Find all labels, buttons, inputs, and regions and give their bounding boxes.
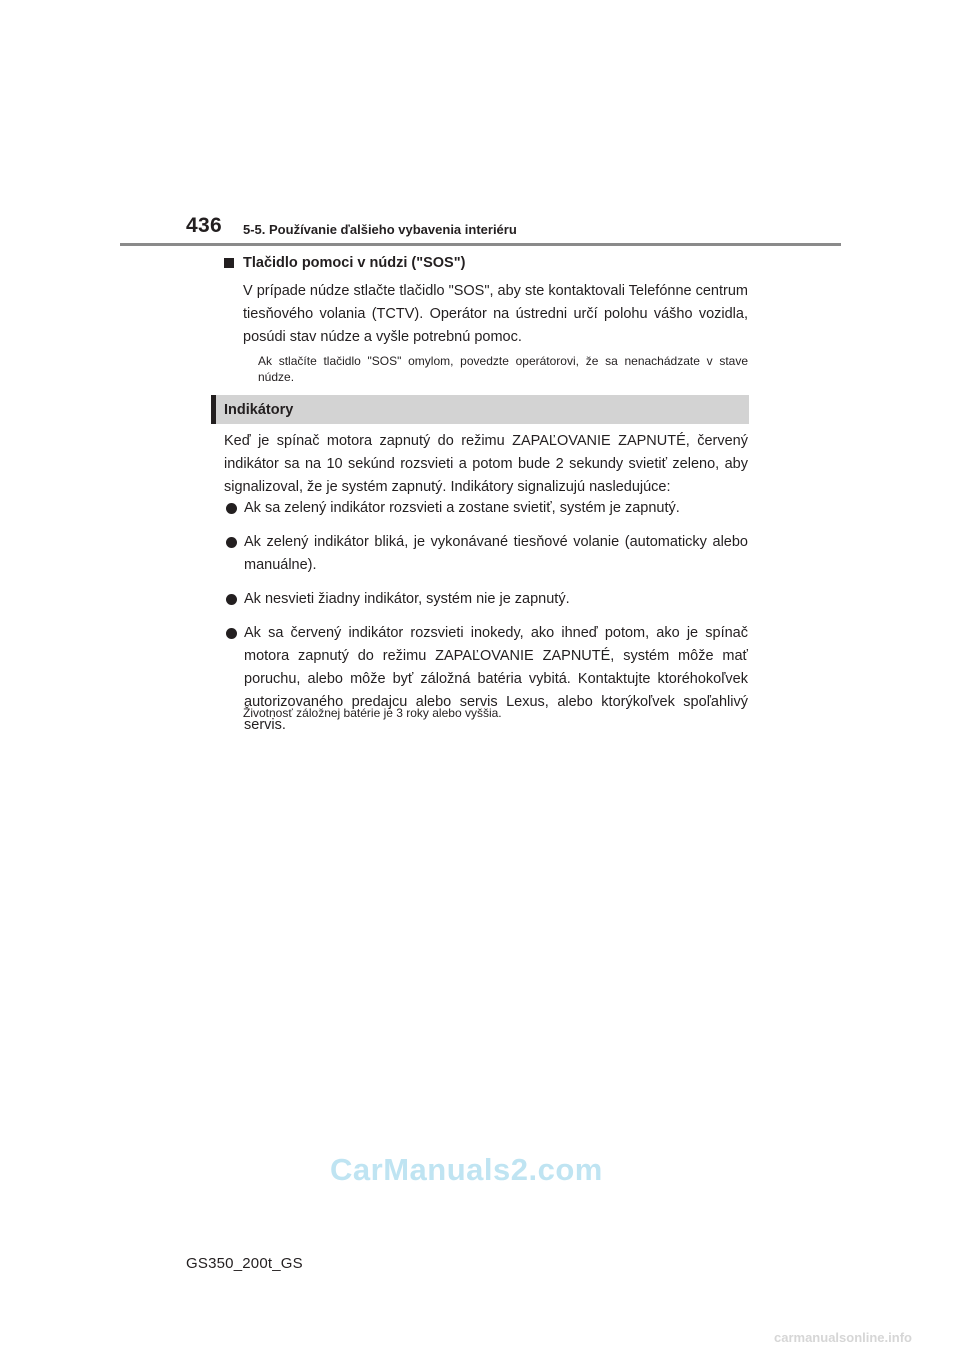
- bullet-text: Ak sa zelený indikátor rozsvieti a zostane svietiť, systém je zapnutý.: [244, 500, 680, 516]
- sos-paragraph: V prípade núdze stlačte tlačidlo "SOS", aby ste kontaktovali Telefónne centrum tiesňového volania (TCTV). Operátor na ústredni určí polohu vášho vozidla, posúdi stav núdze a vyšle potrebnú pomoc.: [243, 283, 748, 345]
- list-item: [226, 497, 748, 520]
- header-rule: [120, 243, 841, 246]
- footer-model: GS350_200t_GS: [186, 1255, 303, 1272]
- page-number: 436: [186, 214, 222, 237]
- bullet-dot-icon: [226, 503, 237, 514]
- watermark-logo: CarManuals2.com: [330, 1152, 603, 1187]
- list-item: [226, 588, 748, 611]
- section-bar-accent: [211, 395, 216, 424]
- watermark-corner: carmanualsonline.info: [774, 1330, 912, 1345]
- bullet-text: Ak zelený indikátor bliká, je vykonávané tiesňové volanie (automaticky alebo manuálne).: [244, 534, 748, 573]
- bullet-dot-icon: [226, 537, 237, 548]
- bullet-dot-icon: [226, 594, 237, 605]
- list-item: [226, 531, 748, 577]
- bullet-text: Ak nesvieti žiadny indikátor, systém nie je zapnutý.: [244, 591, 570, 607]
- indicators-intro: Keď je spínač motora zapnutý do režimu ZAPAĽOVANIE ZAPNUTÉ, červený indikátor sa na 10 sekúnd rozsvieti a potom bude 2 sekundy svietiť zeleno, aby signalizoval, že je systém zapnutý. Indikátory signalizujú nasledujúce:: [224, 433, 748, 495]
- bullet-text: Ak sa červený indikátor rozsvieti inokedy, ako ihneď potom, ako je spínač motora zapnutý do režimu ZAPAĽOVANIE ZAPNUTÉ, systém môže mať poruchu, alebo môže byť záložná batéria vybitá. Kontaktujte ktoréhokoľvek autorizovaného predajcu alebo servis Lexus, alebo ktorýkoľvek spoľahlivý servis.: [244, 625, 748, 733]
- sos-note: Ak stlačíte tlačidlo "SOS" omylom, povedzte operátorovi, že sa nenachádzate v stave núdze.: [258, 354, 748, 384]
- sos-heading-text: Tlačidlo pomoci v núdzi ("SOS"): [243, 255, 466, 271]
- section-title: Indikátory: [224, 401, 294, 418]
- chapter-title: 5-5. Používanie ďalšieho vybavenia interiéru: [243, 222, 517, 237]
- bullet-dot-icon: [226, 628, 237, 639]
- square-bullet-icon: [224, 258, 234, 268]
- section-bar-indicators: [211, 395, 749, 424]
- battery-note: Životnosť záložnej batérie je 3 roky alebo vyššia.: [243, 706, 502, 720]
- sos-heading: [224, 255, 465, 271]
